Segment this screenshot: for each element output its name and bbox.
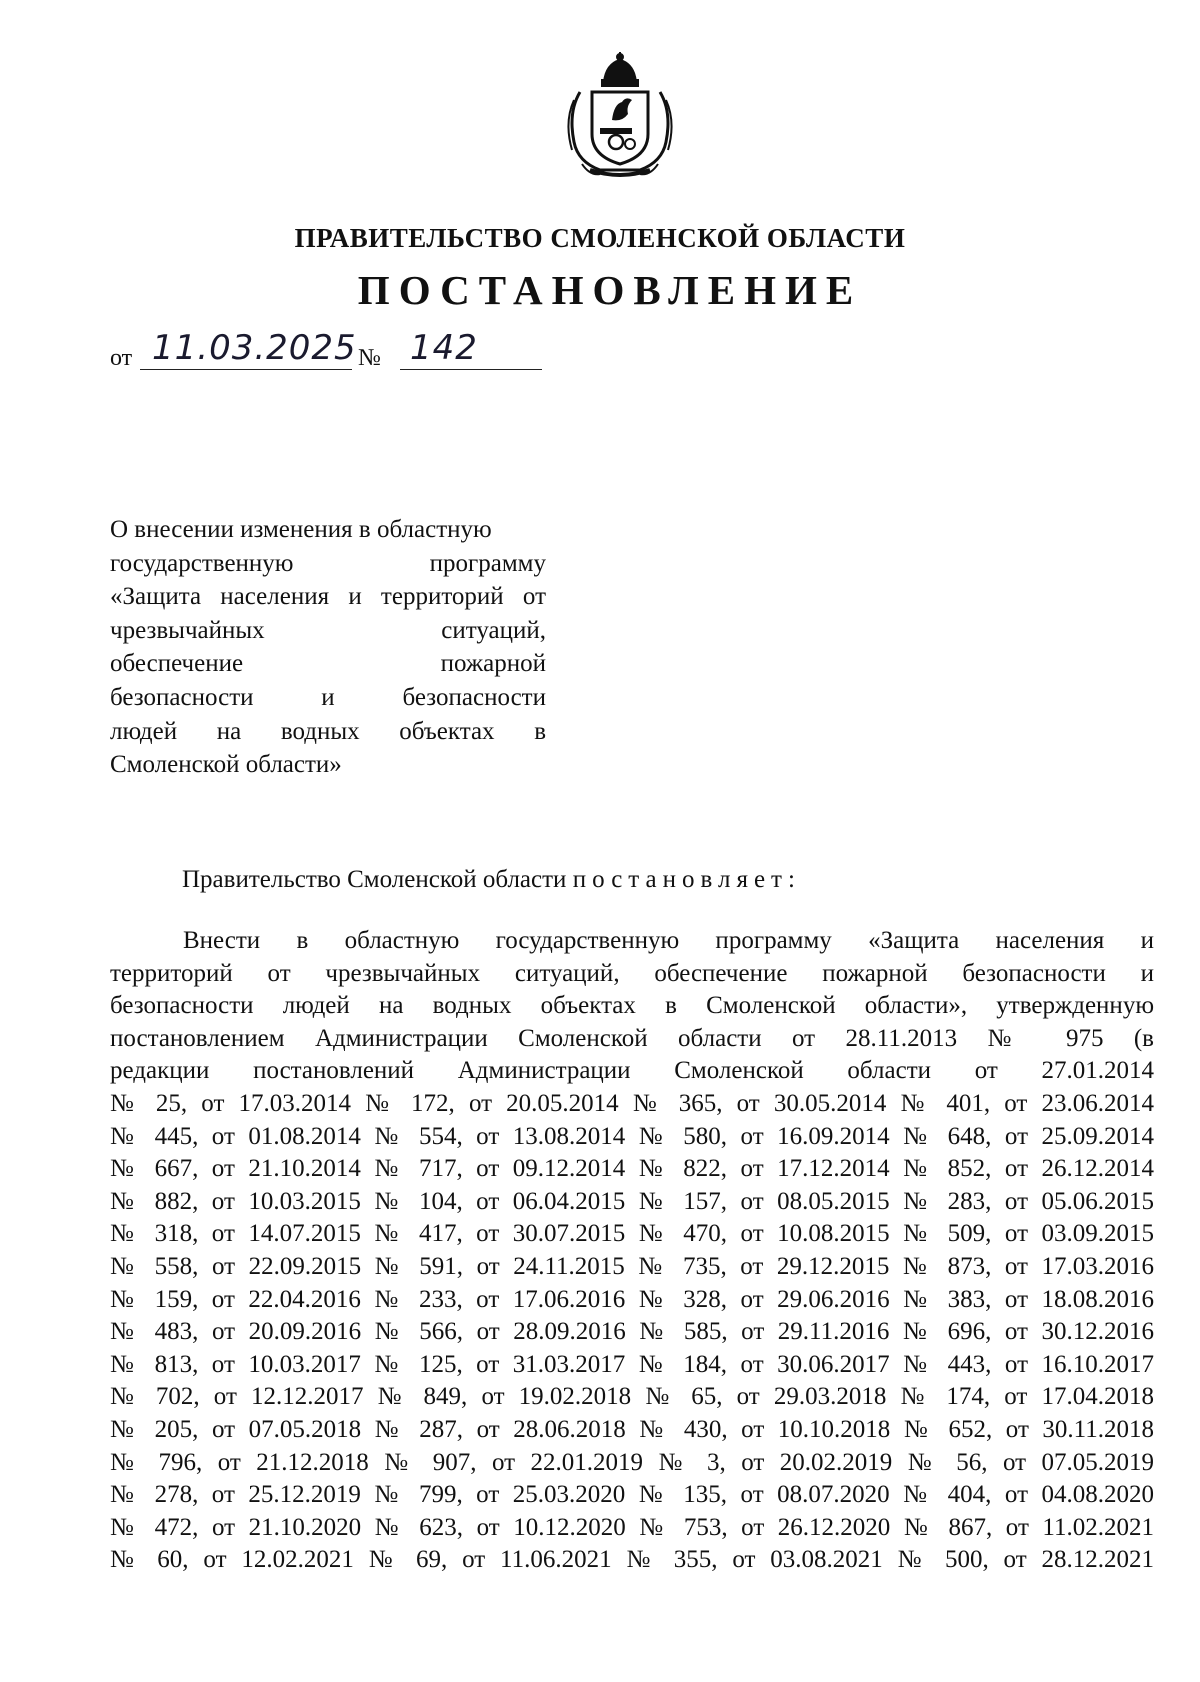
body-line: территорий от чрезвычайных ситуаций, обеспечение пожарной безопасности и xyxy=(110,959,1154,987)
subject-line: обеспечение пожарной xyxy=(110,650,546,678)
document-subject xyxy=(110,513,546,782)
body-text xyxy=(110,925,1154,1577)
body-line: № 318, от 14.07.2015 № 417, от 30.07.2015 № 470, от 10.08.2015 № 509, от 03.09.2015 xyxy=(110,1220,1154,1248)
subject-line: людей на водных объектах в xyxy=(110,717,546,745)
body-line: № 60, от 12.02.2021 № 69, от 11.06.2021 № 355, от 03.08.2021 № 500, от 28.12.2021 xyxy=(110,1546,1154,1574)
subject-line: «Защита населения и территорий от xyxy=(110,583,546,611)
body-line: редакции постановлений Администрации Смоленской области от 27.01.2014 xyxy=(110,1057,1154,1085)
body-line: № 813, от 10.03.2017 № 125, от 31.03.2017 № 184, от 30.06.2017 № 443, от 16.10.2017 xyxy=(110,1350,1154,1378)
body-line: № 205, от 07.05.2018 № 287, от 28.06.2018 № 430, от 10.10.2018 № 652, от 30.11.2018 xyxy=(110,1415,1154,1443)
body-line: № 702, от 12.12.2017 № 849, от 19.02.2018 № 65, от 29.03.2018 № 174, от 17.04.2018 xyxy=(110,1383,1154,1411)
coat-of-arms-icon xyxy=(560,52,680,182)
body-line: безопасности людей на водных объектах в Смоленской области», утвержденную xyxy=(110,992,1154,1020)
date-underline xyxy=(140,369,352,370)
organization-name: ПРАВИТЕЛЬСТВО СМОЛЕНСКОЙ ОБЛАСТИ xyxy=(294,223,906,253)
body-line: № 159, от 22.04.2016 № 233, от 17.06.2016 № 328, от 29.06.2016 № 383, от 18.08.2016 xyxy=(110,1285,1154,1313)
subject-line: безопасности и безопасности xyxy=(110,683,546,711)
decree-statement xyxy=(182,866,801,894)
decree-prefix: Правительство Смоленской области xyxy=(182,866,567,893)
body-line: № 483, от 20.09.2016 № 566, от 28.09.2016 № 585, от 29.11.2016 № 696, от 30.12.2016 xyxy=(110,1318,1154,1346)
number-handwritten: 142 xyxy=(410,328,478,368)
decree-verb: постановляет: xyxy=(572,866,801,893)
subject-line: государственную программу xyxy=(110,549,546,577)
date-handwritten: 11.03.2025 xyxy=(152,328,357,368)
body-line: № 882, от 10.03.2015 № 104, от 06.04.2015 № 157, от 08.05.2015 № 283, от 05.06.2015 xyxy=(110,1187,1154,1215)
subject-line: чрезвычайных ситуаций, xyxy=(110,616,546,644)
body-line: № 278, от 25.12.2019 № 799, от 25.03.2020 № 135, от 08.07.2020 № 404, от 04.08.2020 xyxy=(110,1481,1154,1509)
body-line: № 472, от 21.10.2020 № 623, от 10.12.2020 № 753, от 26.12.2020 № 867, от 11.02.2021 xyxy=(110,1513,1154,1541)
body-line: № 445, от 01.08.2014 № 554, от 13.08.2014 № 580, от 16.09.2014 № 648, от 25.09.2014 xyxy=(110,1122,1154,1150)
body-line: № 25, от 17.03.2014 № 172, от 20.05.2014 № 365, от 30.05.2014 № 401, от 23.06.2014 xyxy=(110,1089,1154,1117)
body-line: Внести в областную государственную программу «Защита населения и xyxy=(183,927,1154,954)
subject-line: О внесении изменения в областную xyxy=(110,516,492,543)
date-label: от xyxy=(110,345,133,371)
body-line: № 558, от 22.09.2015 № 591, от 24.11.2015 № 735, от 29.12.2015 № 873, от 17.03.2016 xyxy=(110,1252,1154,1280)
body-line: № 667, от 21.10.2014 № 717, от 09.12.2014 № 822, от 17.12.2014 № 852, от 26.12.2014 xyxy=(110,1155,1154,1183)
number-underline xyxy=(400,369,542,370)
body-line: постановлением Администрации Смоленской области от 28.11.2013 № 975 (в xyxy=(110,1024,1154,1052)
number-label: № xyxy=(358,345,381,371)
document-type: ПОСТАНОВЛЕНИЕ xyxy=(357,267,863,313)
registration-line xyxy=(110,328,550,374)
body-line: № 796, от 21.12.2018 № 907, от 22.01.2019 № 3, от 20.02.2019 № 56, от 07.05.2019 xyxy=(110,1448,1154,1476)
subject-line: Смоленской области» xyxy=(110,751,342,779)
